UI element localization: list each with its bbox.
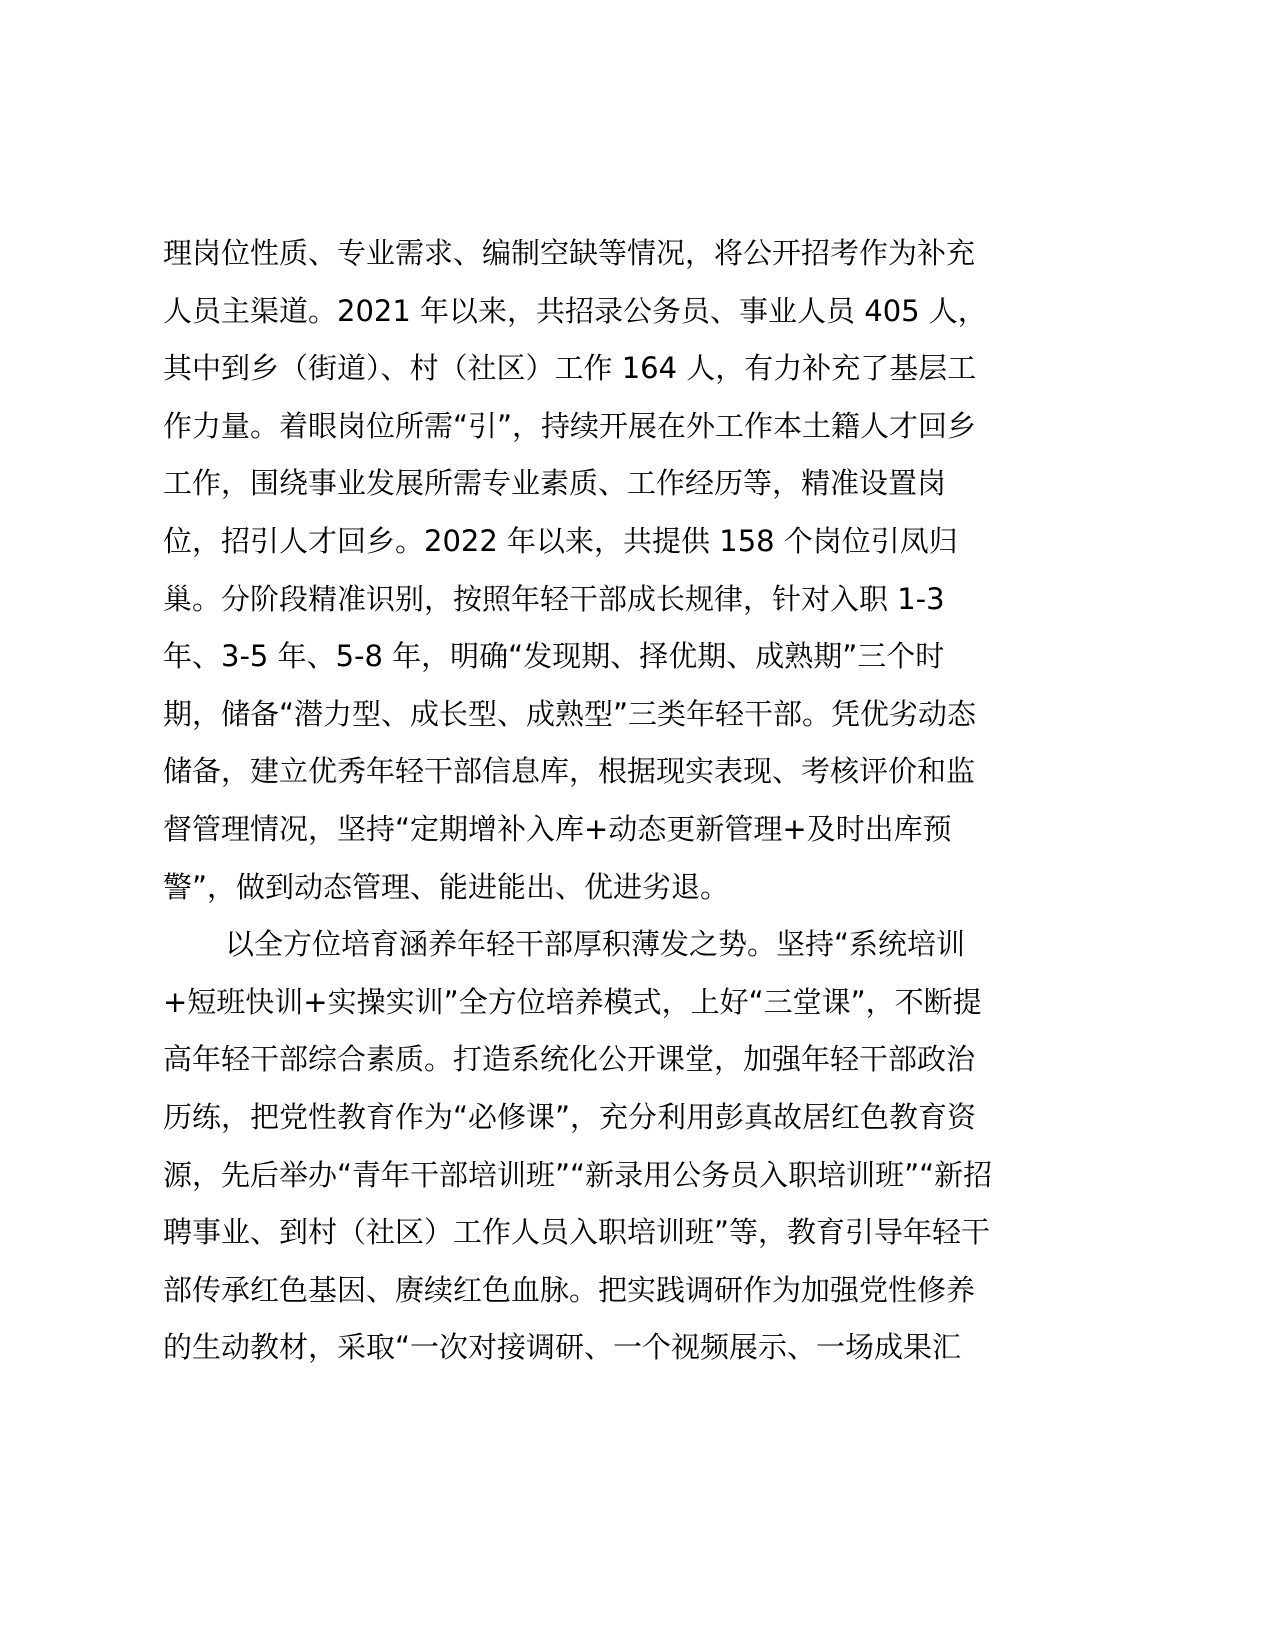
text-line: 位，招引人才回乡。2022 年以来，共提供 158 个岗位引凤归: [163, 523, 958, 558]
text-line-first-indented: 以全方位培育涵养年轻干部厚积薄发之势。坚持“系统培训: [225, 927, 966, 962]
text-line: 聘事业、到村（社区）工作人员入职培训班”等，教育引导年轻干: [163, 1215, 991, 1250]
text-line: 其中到乡（街道）、村（社区）工作 164 人，有力补充了基层工: [163, 351, 977, 386]
text-line: 巢。分阶段精准识别，按照年轻干部成长规律，针对入职 1-3: [163, 581, 945, 616]
text-line: 的生动教材，采取“一次对接调研、一个视频展示、一场成果汇: [163, 1330, 962, 1365]
text-line: 历练，把党性教育作为“必修课”，充分利用彭真故居红色教育资: [163, 1099, 977, 1134]
text-line: 人员主渠道。2021 年以来，共招录公务员、事业人员 405 人，: [163, 293, 987, 328]
text-line: 部传承红色基因、赓续红色血脉。把实践调研作为加强党性修养: [163, 1272, 976, 1307]
text-line: +短班快训+实操实训”全方位培养模式，上好“三堂课”，不断提: [163, 984, 982, 1019]
text-line: 工作，围绕事业发展所需专业素质、工作经历等，精准设置岗: [163, 466, 947, 501]
text-line: 储备，建立优秀年轻干部信息库，根据现实表现、考核评价和监: [163, 754, 976, 789]
document-body: [163, 225, 1123, 1377]
paragraph-training: [163, 916, 1123, 1377]
text-line: 作力量。着眼岗位所需“引”，持续开展在外工作本土籍人才回乡: [163, 408, 977, 443]
text-line: 期，储备“潜力型、成长型、成熟型”三类年轻干部。凭优劣动态: [163, 696, 977, 731]
text-line: 理岗位性质、专业需求、编制空缺等情况，将公开招考作为补充: [163, 236, 976, 270]
text-line: 年、3-5 年、5-8 年，明确“发现期、择优期、成熟期”三个时: [163, 639, 945, 674]
text-line: 源，先后举办“青年干部培训班”“新录用公务员入职培训班”“新招: [163, 1157, 993, 1192]
text-line: 警”，做到动态管理、能进能出、优进劣退。: [163, 869, 730, 904]
paragraph-recruitment: [163, 225, 1123, 916]
text-line: 高年轻干部综合素质。打造系统化公开课堂，加强年轻干部政治: [163, 1042, 976, 1077]
text-line: 督管理情况，坚持“定期增补入库+动态更新管理+及时出库预: [163, 811, 952, 846]
